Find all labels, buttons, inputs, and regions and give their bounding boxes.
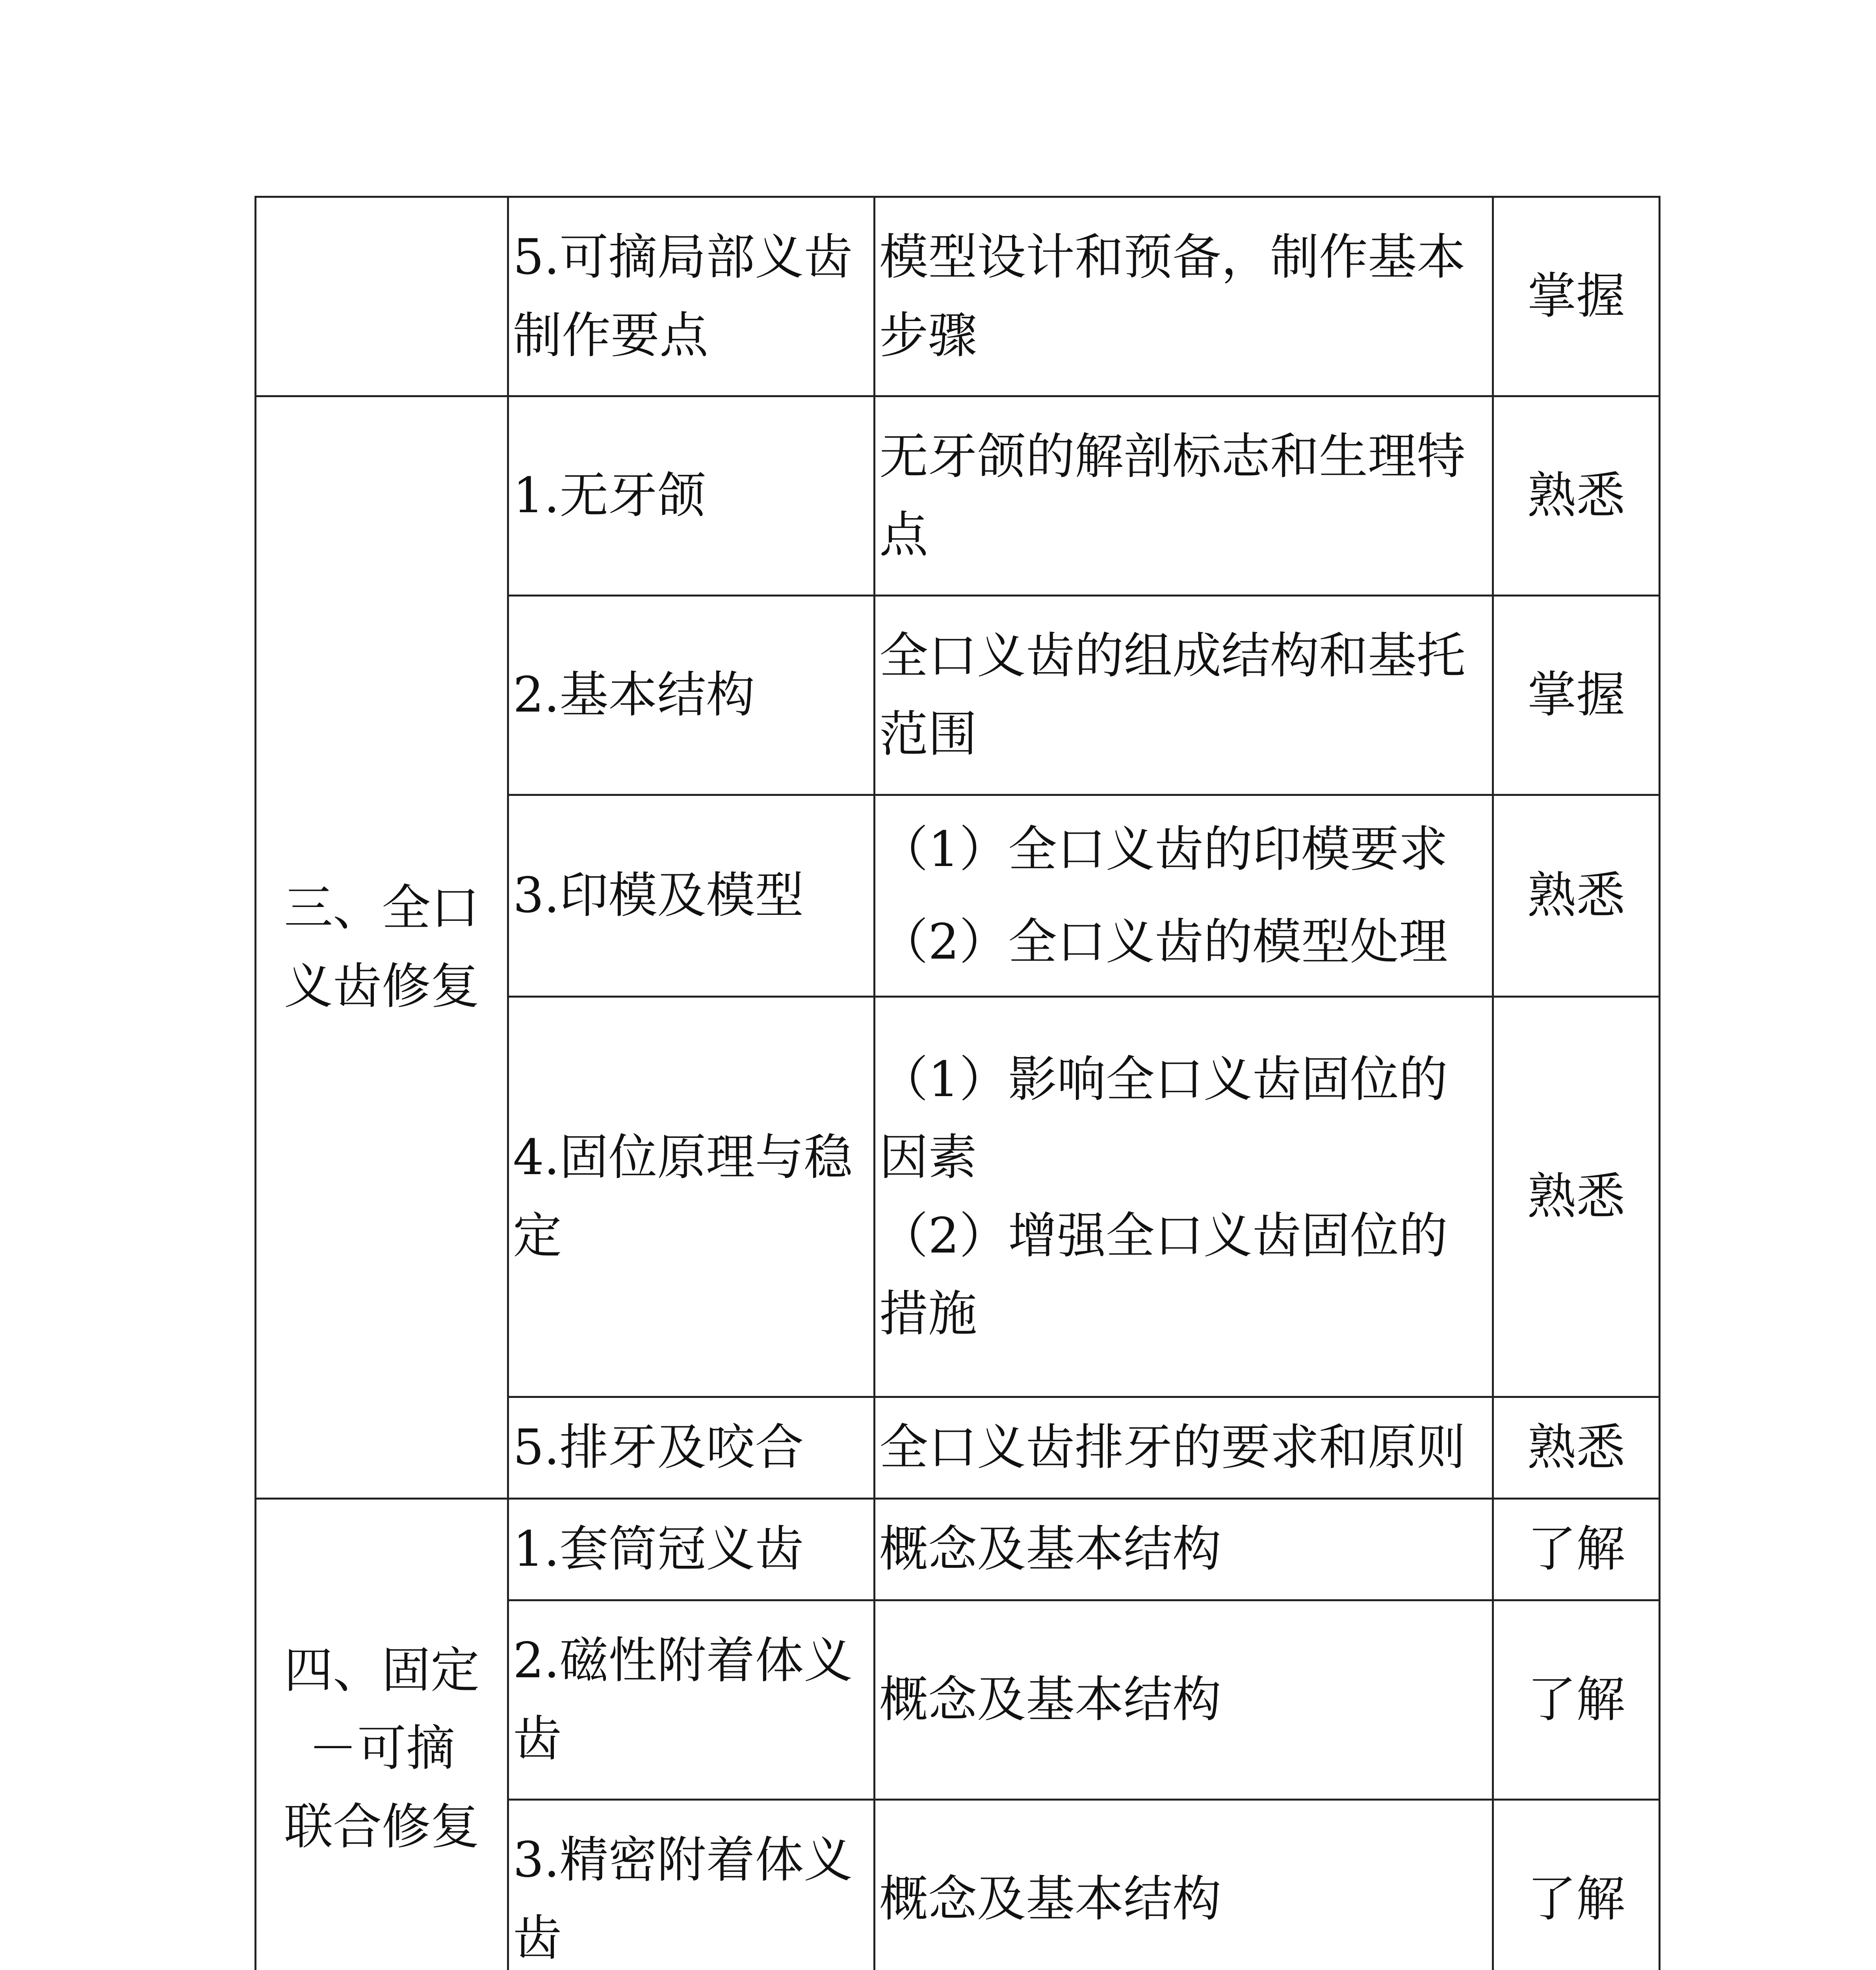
topic-cell: 4.固位原理与稳定 bbox=[508, 997, 875, 1397]
topic-cell: 3.印模及模型 bbox=[508, 795, 875, 997]
content-cell bbox=[875, 197, 1493, 396]
unit-cell bbox=[256, 1499, 508, 1970]
level-cell: 了解 bbox=[1493, 1800, 1660, 1970]
content-cell bbox=[875, 1600, 1493, 1800]
level-cell: 熟悉 bbox=[1493, 1397, 1660, 1499]
content-cell bbox=[875, 1397, 1493, 1499]
table-row bbox=[256, 1499, 1660, 1600]
syllabus-table bbox=[254, 196, 1661, 1970]
topic-cell: 2.磁性附着体义齿 bbox=[508, 1600, 875, 1800]
topic-cell: 1.无牙颌 bbox=[508, 396, 875, 596]
content-cell bbox=[875, 1800, 1493, 1970]
content-cell bbox=[875, 1499, 1493, 1600]
unit-cell: 三、全口义齿修复 bbox=[256, 396, 508, 1499]
level-cell: 掌握 bbox=[1493, 596, 1660, 795]
content-line: （1）全口义齿的印模要求 bbox=[879, 821, 1448, 878]
content-cell bbox=[875, 396, 1493, 596]
level-cell: 熟悉 bbox=[1493, 795, 1660, 997]
content-cell bbox=[875, 997, 1493, 1397]
table-row bbox=[256, 197, 1660, 396]
topic-cell: 5.排牙及咬合 bbox=[508, 1397, 875, 1499]
unit-cell bbox=[256, 197, 508, 396]
content-line: 全口义齿的组成结构和基托范围 bbox=[879, 628, 1466, 763]
level-cell: 熟悉 bbox=[1493, 396, 1660, 596]
level-cell: 熟悉 bbox=[1493, 997, 1660, 1397]
content-cell bbox=[875, 596, 1493, 795]
level-cell: 了解 bbox=[1493, 1499, 1660, 1600]
unit-line: 四、固定－可摘 bbox=[284, 1642, 479, 1777]
content-line: 无牙颌的解剖标志和生理特点 bbox=[879, 428, 1466, 563]
unit-line: 联合修复 bbox=[284, 1798, 479, 1855]
content-cell bbox=[875, 795, 1493, 997]
level-cell: 了解 bbox=[1493, 1600, 1660, 1800]
table-row bbox=[256, 396, 1660, 596]
content-line: 全口义齿排牙的要求和原则 bbox=[879, 1419, 1466, 1476]
content-line: 模型设计和预备，制作基本步骤 bbox=[879, 229, 1466, 364]
topic-cell: 1.套筒冠义齿 bbox=[508, 1499, 875, 1600]
topic-cell: 3.精密附着体义齿 bbox=[508, 1800, 875, 1970]
content-line: 概念及基本结构 bbox=[879, 1671, 1222, 1728]
level-cell: 掌握 bbox=[1493, 197, 1660, 396]
content-line: （2）全口义齿的模型处理 bbox=[879, 913, 1448, 970]
topic-cell: 5.可摘局部义齿制作要点 bbox=[508, 197, 875, 396]
content-line: （1）影响全口义齿固位的因素 bbox=[879, 1051, 1448, 1186]
content-line: （2）增强全口义齿固位的措施 bbox=[879, 1207, 1448, 1342]
topic-cell: 2.基本结构 bbox=[508, 596, 875, 795]
content-line: 概念及基本结构 bbox=[879, 1871, 1222, 1928]
content-line: 概念及基本结构 bbox=[879, 1521, 1222, 1578]
